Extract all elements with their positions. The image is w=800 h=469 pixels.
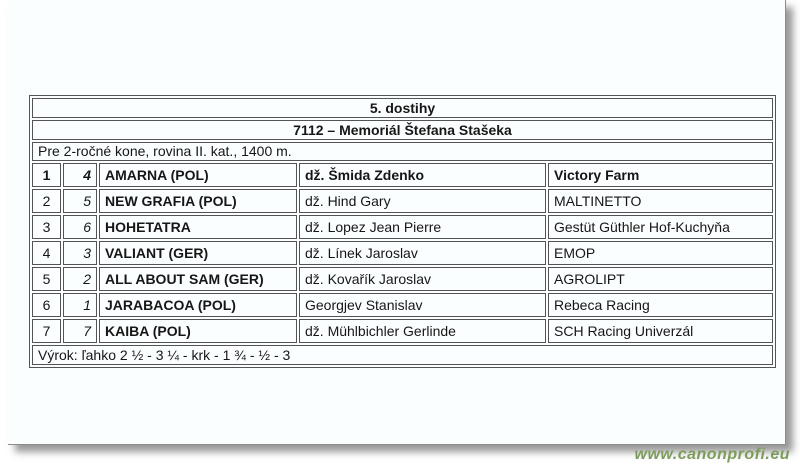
race-number-row xyxy=(32,98,773,118)
document-page xyxy=(8,0,786,445)
owner-cell: EMOP xyxy=(548,241,773,265)
jockey-cell: dž. Línek Jaroslav xyxy=(299,241,546,265)
start-number-cell: 1 xyxy=(63,293,97,317)
watermark-url: www.canonprofi.eu xyxy=(634,446,790,463)
race-conditions-text: Pre 2-ročné kone, rovina II. kat., 1400 m. xyxy=(32,142,773,161)
position-cell: 6 xyxy=(32,293,61,317)
result-row-5 xyxy=(32,267,773,291)
start-number-cell: 5 xyxy=(63,189,97,213)
owner-cell: MALTINETTO xyxy=(548,189,773,213)
horse-name-cell: KAIBA (POL) xyxy=(99,319,297,343)
start-number-cell: 3 xyxy=(63,241,97,265)
position-cell: 3 xyxy=(32,215,61,239)
position-cell: 7 xyxy=(32,319,61,343)
result-row-3 xyxy=(32,215,773,239)
owner-cell: Rebeca Racing xyxy=(548,293,773,317)
jockey-cell: dž. Kovařík Jaroslav xyxy=(299,267,546,291)
race-title-heading: 7112 – Memoriál Štefana Stašeka xyxy=(32,120,773,140)
jockey-cell: Georgjev Stanislav xyxy=(299,293,546,317)
position-cell: 1 xyxy=(32,163,61,187)
race-conditions-row xyxy=(32,142,773,161)
jockey-cell: dž. Šmida Zdenko xyxy=(299,163,546,187)
start-number-cell: 2 xyxy=(63,267,97,291)
owner-cell: SCH Racing Univerzál xyxy=(548,319,773,343)
horse-name-cell: NEW GRAFIA (POL) xyxy=(99,189,297,213)
position-cell: 4 xyxy=(32,241,61,265)
result-row-4 xyxy=(32,241,773,265)
horse-name-cell: ALL ABOUT SAM (GER) xyxy=(99,267,297,291)
start-number-cell: 7 xyxy=(63,319,97,343)
result-row-2 xyxy=(32,189,773,213)
verdict-text: Výrok: ľahko 2 ½ - 3 ¼ - krk - 1 ¾ - ½ - 3 xyxy=(32,345,773,365)
race-results-table xyxy=(29,95,776,368)
result-row-1 xyxy=(32,163,773,187)
race-title-row xyxy=(32,120,773,140)
race-number-heading: 5. dostihy xyxy=(32,98,773,118)
result-row-6 xyxy=(32,293,773,317)
jockey-cell: dž. Hind Gary xyxy=(299,189,546,213)
result-row-7 xyxy=(32,319,773,343)
horse-name-cell: HOHETATRA xyxy=(99,215,297,239)
start-number-cell: 6 xyxy=(63,215,97,239)
horse-name-cell: AMARNA (POL) xyxy=(99,163,297,187)
jockey-cell: dž. Mühlbichler Gerlinde xyxy=(299,319,546,343)
position-cell: 2 xyxy=(32,189,61,213)
owner-cell: Victory Farm xyxy=(548,163,773,187)
owner-cell: Gestüt Güthler Hof-Kuchyňa xyxy=(548,215,773,239)
verdict-row xyxy=(32,345,773,365)
owner-cell: AGROLIPT xyxy=(548,267,773,291)
horse-name-cell: JARABACOA (POL) xyxy=(99,293,297,317)
start-number-cell: 4 xyxy=(63,163,97,187)
jockey-cell: dž. Lopez Jean Pierre xyxy=(299,215,546,239)
position-cell: 5 xyxy=(32,267,61,291)
horse-name-cell: VALIANT (GER) xyxy=(99,241,297,265)
